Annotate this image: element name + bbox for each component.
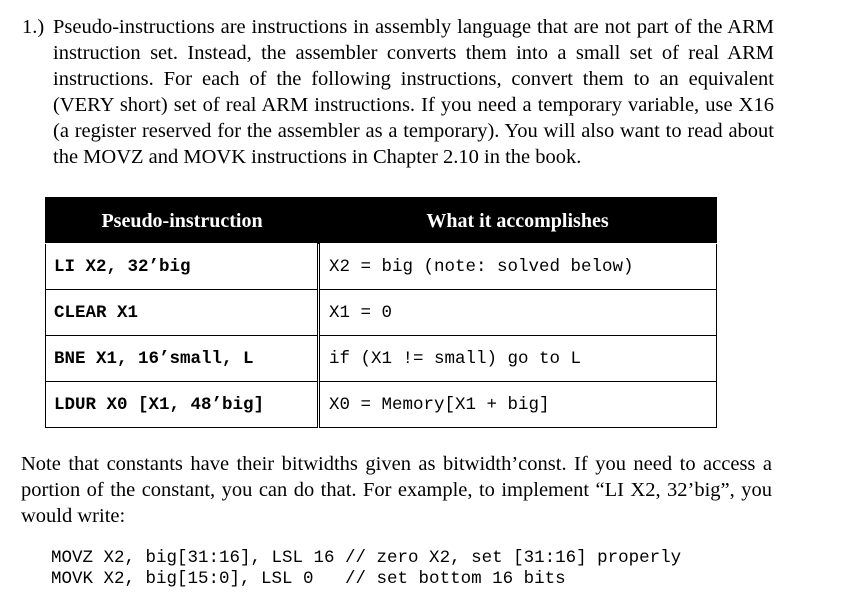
pseudo-instruction-table — [45, 197, 717, 428]
instruction-cell: LI X2, 32’big — [46, 244, 319, 290]
code-line: MOVZ X2, big[31:16], LSL 16 // zero X2, set [31:16] properly — [51, 548, 682, 568]
accomplishes-cell: X0 = Memory[X1 + big] — [319, 382, 717, 428]
accomplishes-cell: X1 = 0 — [319, 290, 717, 336]
accomplishes-cell: X2 = big (note: solved below) — [319, 244, 717, 290]
table-row — [46, 382, 717, 428]
table-row — [46, 244, 717, 290]
code-line: MOVK X2, big[15:0], LSL 0 // set bottom 16 bits — [51, 569, 566, 589]
code-example — [51, 548, 681, 590]
table-row — [46, 336, 717, 382]
table-row — [46, 290, 717, 336]
question-number: 1.) — [22, 16, 45, 38]
question-text: Pseudo-instructions are instructions in assembly language that are not part of the ARM instruction set. Instead, the assembler converts them into a small set of real ARM instructions. For each of the following instructions, convert them to an equivalent (VERY short) set of real ARM instructions. If you need a temporary variable, use X16 (a register reserved for the assembler as a temporary). You will also want to read about the MOVZ and MOVK instructions in Chapter 2.10 in the book. — [53, 16, 774, 168]
header-what-it-accomplishes: What it accomplishes — [319, 198, 717, 244]
question-paragraph — [22, 14, 774, 170]
header-pseudo-instruction: Pseudo-instruction — [46, 198, 319, 244]
instruction-cell: BNE X1, 16’small, L — [46, 336, 319, 382]
accomplishes-cell: if (X1 != small) go to L — [319, 336, 717, 382]
instruction-cell: LDUR X0 [X1, 48’big] — [46, 382, 319, 428]
instruction-cell: CLEAR X1 — [46, 290, 319, 336]
note-paragraph: Note that constants have their bitwidths given as bitwidth’const. If you need to access a portion of the constant, you can do that. For example, to implement “LI X2, 32’big”, you would write: — [21, 453, 772, 527]
table-header-row — [46, 198, 717, 244]
